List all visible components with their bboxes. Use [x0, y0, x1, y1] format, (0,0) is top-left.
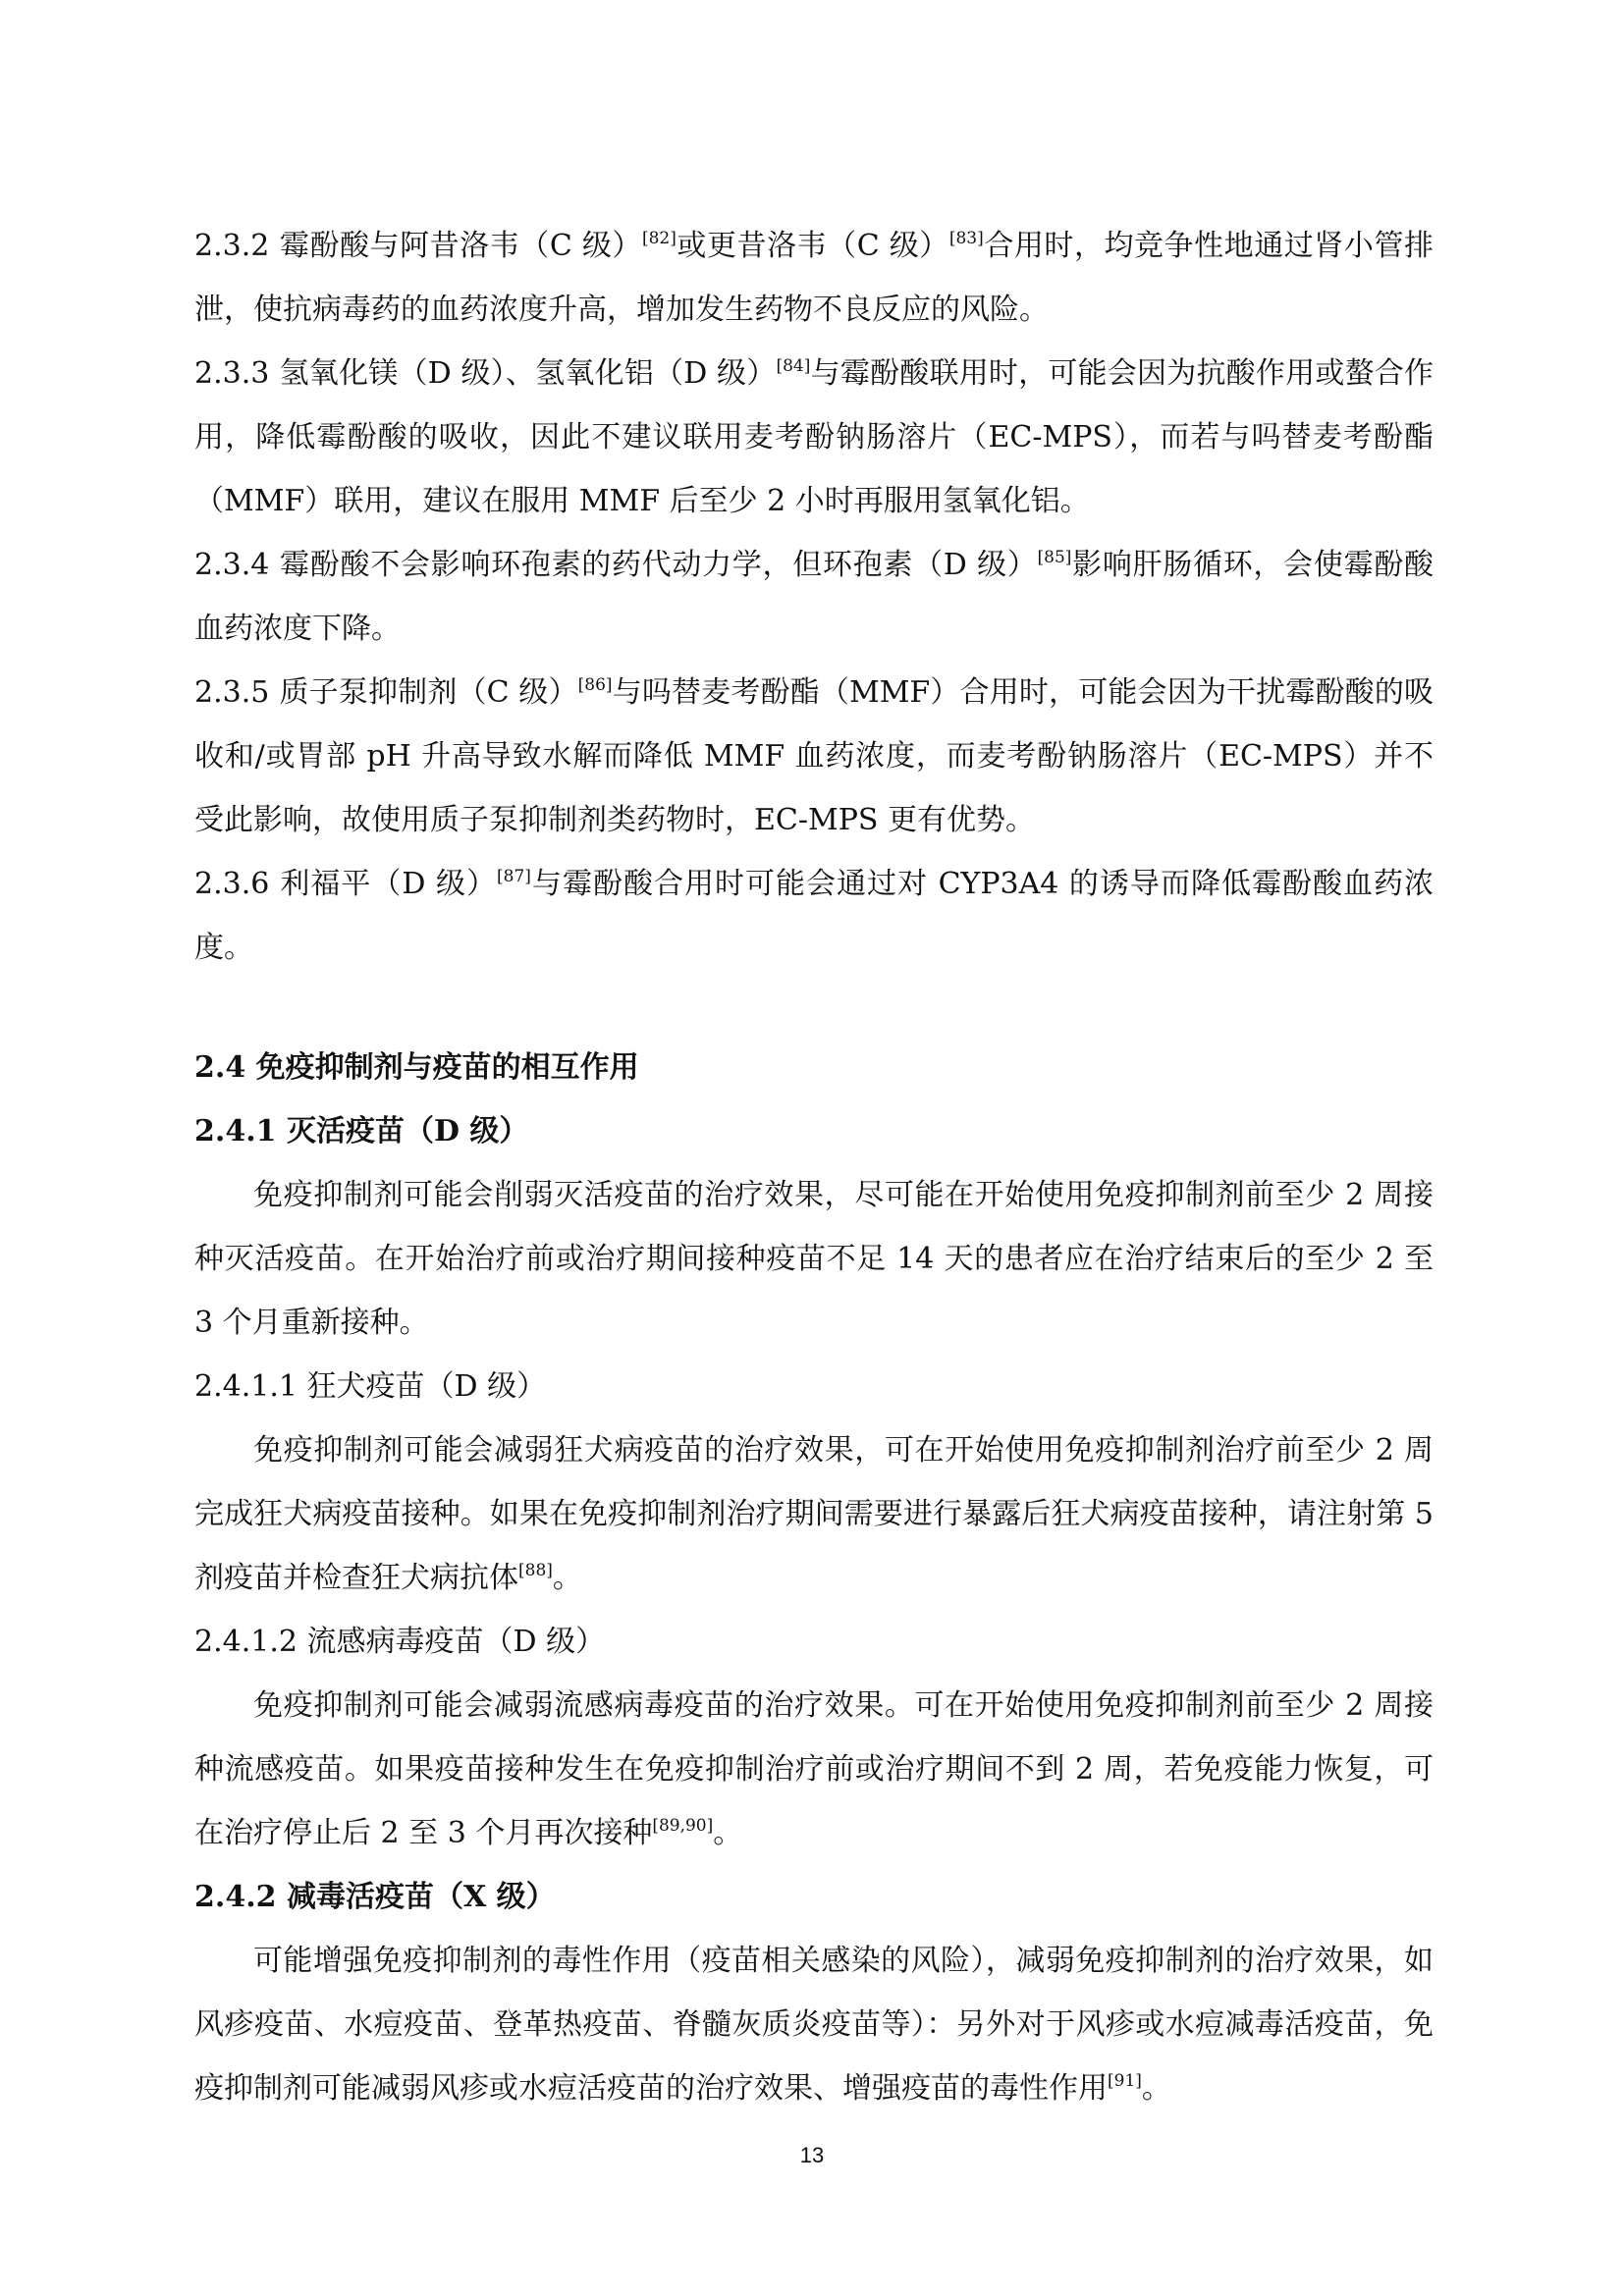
paragraph-text: 氢氧化镁（D 级）、氢氧化铝（D 级）: [279, 356, 777, 391]
section-2-4-1-body: 免疫抑制剂可能会削弱灭活疫苗的治疗效果，尽可能在开始使用免疫抑制剂前至少 2 周接种灭活疫苗。在开始治疗前或治疗期间接种疫苗不足 14 天的患者应在治疗结束后的至少 2 至 3 个月重新接种。: [194, 1178, 1434, 1340]
paragraph-text: 免疫抑制剂可能会减弱流感病毒疫苗的治疗效果。可在开始使用免疫抑制剂前至少 2 周接种流感疫苗。如果疫苗接种发生在免疫抑制治疗前或治疗期间不到 2 周，若免疫能力恢复，可在治疗停止后 2 至 3 个月再次接种: [194, 1688, 1434, 1850]
document-page: [194, 214, 1434, 2120]
paragraph-2-3-3: [194, 342, 1434, 533]
citation-ref: [87]: [497, 867, 531, 886]
paragraph-text: 与霉酚酸联用时，可能会因为抗酸作用或螯合作用，降低霉酚酸的吸收，因此不建议联用麦考酚钠肠溶片（EC-MPS），而若与吗替麦考酚酯（MMF）联用，建议在服用 MMF 后至少 2 小时再服用氢氧化铝。: [194, 356, 1435, 518]
paragraph-text: 霉酚酸与阿昔洛韦（C 级）: [279, 229, 642, 263]
paragraph-tail: 。: [713, 1816, 743, 1850]
paragraph-2-3-5: [194, 661, 1434, 852]
paragraph-number: 2.3.4: [194, 548, 270, 582]
paragraph-text: 影响肝肠循环，会使霉酚酸血药浓度下降。: [194, 548, 1434, 646]
paragraph-number: 2.3.6: [194, 867, 270, 901]
citation-ref: [84]: [776, 356, 811, 376]
paragraph-text: 免疫抑制剂可能会减弱狂犬病疫苗的治疗效果，可在开始使用免疫抑制剂治疗前至少 2 周完成狂犬病疫苗接种。如果在免疫抑制剂治疗期间需要进行暴露后狂犬病疫苗接种，请注射第 5 剂疫苗并检查狂犬病抗体: [194, 1433, 1434, 1595]
paragraph-number: 2.3.3: [194, 356, 270, 391]
citation-ref: [82]: [641, 229, 677, 248]
paragraph-text: 或更昔洛韦（C 级）: [676, 229, 949, 263]
paragraph-2-3-6: [194, 852, 1434, 980]
section-2-4-1-heading: 2.4.1 灭活疫苗（D 级）: [194, 1114, 529, 1148]
paragraph-text: 质子泵抑制剂（C 级）: [279, 675, 578, 710]
paragraph-text: 可能增强免疫抑制剂的毒性作用（疫苗相关感染的风险），减弱免疫抑制剂的治疗效果，如风疹疫苗、水痘疫苗、登革热疫苗、脊髓灰质炎疫苗等）：另外对于风疹或水痘减毒活疫苗，免疫抑制剂可能减弱风疹或水痘活疫苗的治疗效果、增强疫苗的毒性作用: [194, 1944, 1434, 2106]
section-2-4-1-1-heading: 2.4.1.1 狂犬疫苗（D 级）: [194, 1369, 547, 1404]
section-2-4-1-2-heading: 2.4.1.2 流感病毒疫苗（D 级）: [194, 1625, 606, 1659]
paragraph-text: 与霉酚酸合用时可能会通过对 CYP3A4 的诱导而降低霉酚酸血药浓度。: [194, 867, 1435, 965]
citation-ref: [83]: [948, 229, 984, 248]
section-2-4-1-2-body: [194, 1674, 1434, 1865]
section-2-4-heading: 2.4 免疫抑制剂与疫苗的相互作用: [194, 1050, 639, 1085]
section-2-3-continuation: [194, 214, 1434, 980]
citation-ref: [85]: [1037, 548, 1072, 567]
paragraph-tail: 。: [1141, 2071, 1171, 2106]
citation-ref: [88]: [518, 1561, 553, 1580]
section-2-4-2-heading: 2.4.2 减毒活疫苗（X 级）: [194, 1880, 556, 1914]
citation-ref: [86]: [577, 675, 613, 695]
section-2-4-2-body: [194, 1929, 1434, 2120]
citation-ref: [91]: [1108, 2071, 1142, 2091]
citation-ref: [89,90]: [652, 1816, 714, 1836]
paragraph-2-3-4: [194, 533, 1434, 661]
paragraph-text: 合用时，均竞争性地通过肾小管排泄，使抗病毒药的血药浓度升高，增加发生药物不良反应的风险。: [194, 229, 1434, 327]
paragraph-number: 2.3.2: [194, 229, 270, 263]
paragraph-number: 2.3.5: [194, 675, 270, 710]
page-number: 13: [799, 2143, 825, 2167]
paragraph-text: 霉酚酸不会影响环孢素的药代动力学，但环孢素（D 级）: [279, 548, 1038, 582]
paragraph-text: 利福平（D 级）: [279, 867, 498, 901]
paragraph-text: 与吗替麦考酚酯（MMF）合用时，可能会因为干扰霉酚酸的吸收和/或胃部 pH 升高导致水解而降低 MMF 血药浓度，而麦考酚钠肠溶片（EC-MPS）并不受此影响，故使用质子泵抑制剂类药物时，EC-MPS 更有优势。: [194, 675, 1434, 837]
paragraph-tail: 。: [552, 1561, 582, 1595]
section-2-4-1-1-body: [194, 1418, 1434, 1610]
paragraph-2-3-2: [194, 214, 1434, 342]
